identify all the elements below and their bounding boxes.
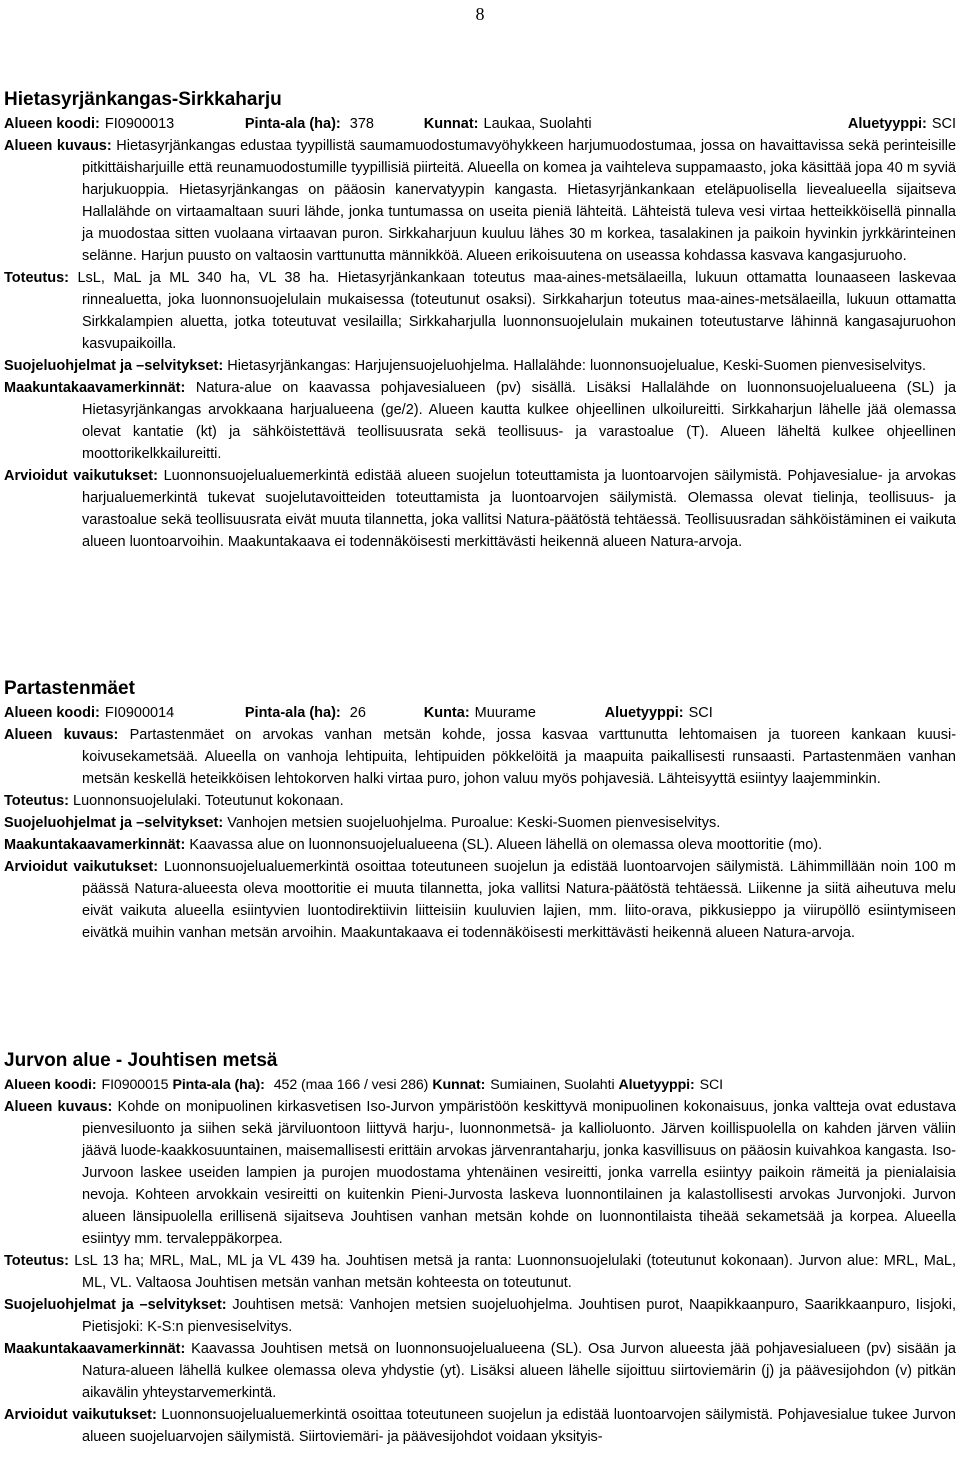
paragraph-label: Suojeluohjelmat ja –selvitykset:	[4, 1297, 227, 1313]
code-label: Alueen koodi:	[4, 705, 100, 721]
type-value: SCI	[688, 705, 713, 721]
paragraph-effects	[4, 1404, 956, 1448]
paragraph-plan-markings	[4, 834, 956, 856]
municipality-label: Kunta:	[423, 705, 470, 721]
section-title: Jurvon alue - Jouhtisen metsä	[4, 1050, 278, 1071]
code-label: Alueen koodi:	[4, 116, 100, 132]
paragraph-text: Kohde on monipuolinen kirkasvetisen Iso-Jurvon ympäristöön keskittyvä monipuolinen kokonaisuus, jonka valtteja ovat edustava pienvesiluonto ja siihen sekä järviluontoon liittyvä harju-, luonnonmetsä- ja kallioluonto. Järven koillispuolella on kahden järven väliin jäävä luode-kaakkosuuntainen, maisemallisesti erittäin arvokas järvenrantaharju, jonka kasvillisuus on pääosin kuivahkoa kangasta. Iso-Jurvoon laskee useiden lampien ja purojen muodostama yhtenäinen vesireitti, jonka varrella esiintyy paikoin rämeitä ja pienialaisia nevoja. Kohteen arvokkain vesireitti on kuitenkin Pieni-Jurvosta laskeva luonnontilainen ja kalastollisesti arvokas Jurvonjoki. Jurvon alueen länsipuolella erillisenä sijaitseva Jouhtisen vanhan metsän kohde on luonnontilaista tiheää sekametsää ja korpea. Alueella esiintyy mm. tervaleppäkorpea.	[82, 1099, 957, 1247]
paragraph-label: Alueen kuvaus:	[4, 138, 112, 154]
type-label: Aluetyyppi:	[847, 116, 927, 132]
municipality-label: Kunnat:	[432, 1077, 486, 1093]
municipality-value: Muurame	[474, 705, 536, 721]
paragraph-label: Alueen kuvaus:	[4, 1099, 113, 1115]
paragraph-text: Luonnonsuojelualuemerkintä osoittaa toteutuneen suojelun ja edistää luontoarvojen säilymistä. Pohjavesialue tukee Jurvon alueen suojeluarvojen säilymistä. Siirtoviemäri- ja päävesijohdot voidaan yksityis-	[82, 1407, 956, 1445]
municipality-value: Sumiainen, Suolahti	[490, 1077, 615, 1093]
section-jurvon-alue	[4, 1049, 956, 1448]
paragraph-effects	[4, 856, 956, 944]
paragraph-plan-markings	[4, 1338, 956, 1404]
section-meta	[4, 113, 956, 135]
area-value: 378	[349, 116, 374, 132]
paragraph-text: Luonnonsuojelulaki. Toteutunut kokonaan.	[73, 793, 344, 809]
paragraph-protection	[4, 1294, 956, 1338]
paragraph-label: Alueen kuvaus:	[4, 727, 119, 743]
paragraph-text: Luonnonsuojelualuemerkintä osoittaa toteutuneen suojelun ja edistää luontoarvojen säilymistä. Lähimmillään noin 100 m päässä Natura-alueesta oleva moottoritie ei muuta tilannetta, joka vallitsi Natura-päätöstä tehtäessä. Liikenne ja siitä aiheutuva melu eivät vaikuta alueella esiintyvien luontodirektiivin liitteisiin kuuluvien lajien, mm. liito-orava, pikkusieppo ja viirupöllö esiintymiseen eivätkä muihin vanhan metsän arvoihin. Maakuntakaava ei todennäköisesti merkittävästi heikennä alueen Natura-arvoja.	[82, 859, 957, 941]
code-label: Alueen koodi:	[4, 1077, 97, 1093]
paragraph-label: Toteutus:	[4, 270, 69, 286]
paragraph-label: Suojeluohjelmat ja –selvitykset:	[4, 358, 224, 374]
paragraph-text: Partastenmäet on arvokas vanhan metsän kohde, jossa kasvaa varttunutta lehtomaisen ja tuoreen kankaan kuusi-koivusekametsää. Alueella on vanhoja lehtipuita, lehtipuiden pökkelöitä ja maapuita paikallisesti runsaasti. Partastenmäen vanhan metsän keskellä heteikköisen lehtokorven halki virtaa puro, johon valuu myös pohjavesiä. Lähteisyyttä esiintyy laajemminkin.	[82, 727, 957, 787]
paragraph-label: Maakuntakaavamerkinnät:	[4, 1341, 186, 1357]
paragraph-label: Arvioidut vaikutukset:	[4, 859, 159, 875]
area-value: 452 (maa 166 / vesi 286)	[273, 1077, 429, 1093]
paragraph-text: Hietasyrjänkangas: Harjujensuojeluohjelma. Hallalähde: luonnonsuojelualue, Keski-Suomen pienvesiselvitys.	[227, 358, 927, 374]
type-value: SCI	[931, 116, 956, 132]
code-value: FI0900013	[104, 116, 175, 132]
paragraph-implementation	[4, 267, 956, 355]
paragraph-text: Jouhtisen metsä: Vanhojen metsien suojeluohjelma. Jouhtisen purot, Naapikkaanpuro, Saarikkaanpuro, Iisjoki, Pietisjoki: K-S:n pienvesiselvitys.	[82, 1297, 957, 1335]
paragraph-description	[4, 1096, 956, 1250]
section-partastenmaet	[4, 677, 956, 944]
section-meta	[4, 702, 956, 724]
paragraph-label: Maakuntakaavamerkinnät:	[4, 837, 186, 853]
paragraph-implementation	[4, 1250, 956, 1294]
paragraph-description	[4, 135, 956, 267]
paragraph-text: Vanhojen metsien suojeluohjelma. Puroalue: Keski-Suomen pienvesiselvitys.	[227, 815, 721, 831]
paragraph-protection	[4, 812, 956, 834]
section-hietasyrjankangas	[4, 88, 956, 553]
paragraph-label: Maakuntakaavamerkinnät:	[4, 380, 186, 396]
paragraph-text: LsL 13 ha; MRL, MaL, ML ja VL 439 ha. Jouhtisen metsä ja ranta: Luonnonsuojelulaki (toteutunut kokonaan). Jurvon alue: MRL, MaL, ML, VL. Valtaosa Jouhtisen metsän vanhan metsän kohteesta on toteutunut.	[74, 1253, 956, 1291]
page-number: 8	[475, 4, 485, 24]
type-label: Aluetyyppi:	[618, 1077, 695, 1093]
paragraph-text: Kaavassa alue on luonnonsuojelualueena (SL). Alueen lähellä on olemassa oleva moottoritie (mo).	[189, 837, 823, 853]
type-label: Aluetyyppi:	[604, 705, 684, 721]
section-title: Hietasyrjänkangas-Sirkkaharju	[4, 89, 282, 110]
paragraph-label: Toteutus:	[4, 793, 69, 809]
paragraph-label: Arvioidut vaikutukset:	[4, 1407, 157, 1423]
paragraph-text: Natura-alue on kaavassa pohjavesialueen (pv) sisällä. Lisäksi Hallalähde on luonnonsuojelualueena (SL) ja Hietasyrjänkangas arvokkaana harjualueena (ge/2). Alueen kautta kulkee ohjeellinen ulkoilureitti. Sirkkaharjun lähelle jää olemassa olevat kantatie (kt) ja sähköistettävä teollisuusrata sekä teollisuus- ja varastoalue (T). Alueen läheltä kulkee ohjeellinen moottorikelkkailureitti.	[82, 380, 957, 462]
code-value: FI0900015	[101, 1077, 169, 1093]
area-label: Pinta-ala (ha):	[244, 116, 341, 132]
paragraph-label: Toteutus:	[4, 1253, 69, 1269]
paragraph-protection	[4, 355, 956, 377]
paragraph-label: Suojeluohjelmat ja –selvitykset:	[4, 815, 224, 831]
paragraph-text: LsL, MaL ja ML 340 ha, VL 38 ha. Hietasyrjänkankaan toteutus maa-aines-metsälaeilla, lukuun ottamatta lounaaseen laskevaa rinnealuetta, joka luonnonsuojelulain mukaisessa (toteutunut osaksi). Sirkkaharjun toteutus maa-aines-metsälaeilla, lukuun ottamatta Sirkkalampien aluetta, jotka toteutuvat vesilailla; Sirkkaharjulla luonnonsuojelulain mukainen toteutustarve lähinnä kangasajuruohon kasvupaikoilla.	[77, 270, 957, 352]
paragraph-text: Hietasyrjänkangas edustaa tyypillistä saumamuodostumavyöhykkeen harjumuodostumaa, jossa on havaittavissa sekä perinteisille pitkittäisharjuille että reunamuodostumille tyypillisiä piirteitä. Alueella on komea ja vaihteleva suppamaasto, joka käsittää jopa 40 m syviä harjukuoppia. Hietasyrjänkangas on pääosin kanervatyypin kangasta. Hietasyrjänkankaan eteläpuolisella lievealueella sijaitseva Hallalähde on virtaamaltaan suuri lähde, jonka tuntumassa on useita pieniä lähteitä. Lähteistä tuleva vesi virtaa hetteikköisellä pinnalla ja muodostaa sitten vuolaana virtaavan puron. Sirkkaharjuun kuuluu lähes 30 m korkea, tasalakinen ja paikoin hyvinkin jyrkkärinteinen selänne. Harjun puusto on valtaosin varttunutta männikköä. Alueen erikoisuutena on useassa kohdassa kasvava kangasjuruoho.	[82, 138, 957, 264]
code-value: FI0900014	[104, 705, 175, 721]
paragraph-text: Kaavassa Jouhtisen metsä on luonnonsuojelualueena (SL). Osa Jurvon alueesta jää pohjavesialueen (pv) sisään ja Natura-alueen lähellä kulkee olemassa oleva yhdystie (yt). Lisäksi alueen lähelle sijoittuu siirtoviemärin (j) ja päävesijohdon (v) pitkän aikavälin yhteystarvemerkintä.	[82, 1341, 956, 1401]
paragraph-text: Luonnonsuojelualuemerkintä edistää alueen suojelun toteuttamista ja luontoarvojen säilymistä. Pohjavesialue- ja arvokas harjualuemerkintä tukevat suojelutavoitteiden toteuttamista ja luontoarvojen säilymistä. Olemassa olevat tielinja, teollisuus- ja varastoalue sekä teollisuusrata eivät muuta tilannetta, joka vallitsi Natura-päätöstä tehtäessä. Teollisuusradan sähköistäminen ei vaikuta alueen luontoarvoihin. Maakuntakaava ei todennäköisesti merkittävästi heikennä alueen Natura-arvoja.	[82, 468, 956, 550]
paragraph-plan-markings	[4, 377, 956, 465]
municipality-value: Laukaa, Suolahti	[483, 116, 592, 132]
paragraph-description	[4, 724, 956, 790]
paragraph-implementation	[4, 790, 956, 812]
paragraph-effects	[4, 465, 956, 553]
area-label: Pinta-ala (ha):	[244, 705, 341, 721]
section-meta	[4, 1074, 956, 1096]
section-title: Partastenmäet	[4, 678, 135, 699]
area-value: 26	[349, 705, 366, 721]
type-value: SCI	[699, 1077, 724, 1093]
paragraph-label: Arvioidut vaikutukset:	[4, 468, 158, 484]
municipality-label: Kunnat:	[423, 116, 479, 132]
area-label: Pinta-ala (ha):	[172, 1077, 265, 1093]
